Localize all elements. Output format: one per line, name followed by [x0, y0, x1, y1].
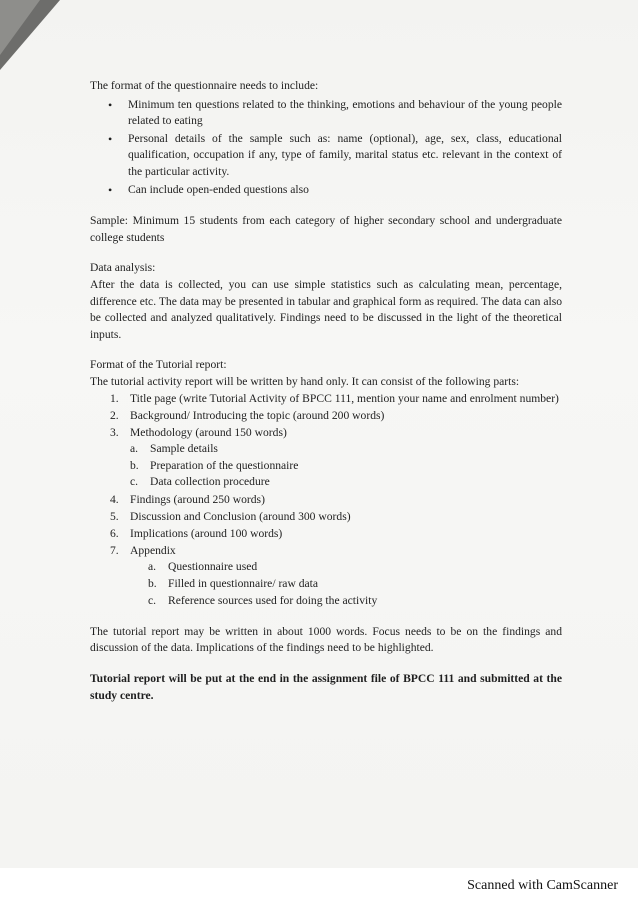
submission-note: Tutorial report will be put at the end in the assignment file of BPCC 111 and submitted at the study centre.: [90, 671, 562, 702]
sub-item: b. Filled in questionnaire/ raw data: [148, 577, 319, 591]
document-body: [90, 78, 562, 704]
questionnaire-format-intro: The format of the questionnaire needs to include:: [90, 79, 319, 92]
questionnaire-requirements-list: [90, 97, 562, 199]
methodology-sublist: [130, 441, 562, 491]
list-item: 1. Title page (write Tutorial Activity of BPCC 111, mention your name and enrolment number): [110, 391, 559, 405]
list-item: 6. Implications (around 100 words): [110, 526, 283, 540]
sample-paragraph: Sample: Minimum 15 students from each category of higher secondary school and undergraduate college students: [90, 214, 562, 244]
list-item: 3. Methodology (around 150 words) a. Sample details b. Preparation of the questionnaire c. Data collection procedure: [90, 425, 562, 491]
report-parts-list: [90, 391, 562, 610]
sub-item: c. Data collection procedure: [130, 475, 270, 489]
sub-item: c. Reference sources used for doing the activity: [148, 593, 378, 607]
report-format-heading: Format of the Tutorial report:: [90, 358, 227, 372]
list-item: 2. Background/ Introducing the topic (around 200 words): [110, 408, 385, 422]
closing-paragraph: The tutorial report may be written in about 1000 words. Focus needs to be on the findings and discussion of the data. Implications of the findings need to be highlighted.: [90, 624, 562, 655]
folded-corner-highlight: [0, 0, 40, 55]
list-item: 4. Findings (around 250 words): [110, 492, 265, 506]
bullet-item: • Minimum ten questions related to the thinking, emotions and behaviour of the young people related to eating: [128, 97, 562, 130]
sub-item: a. Questionnaire used: [148, 560, 258, 574]
list-item: 7. Appendix a. Questionnaire used b. Filled in questionnaire/ raw data c. Reference sources used for doing the activity: [90, 543, 562, 609]
bullet-item: • Can include open-ended questions also: [128, 182, 562, 199]
camscanner-watermark: Scanned with CamScanner: [467, 878, 618, 893]
sub-item: a. Sample details: [130, 442, 218, 456]
data-analysis-body: After the data is collected, you can use simple statistics such as calculating mean, percentage, difference etc. The data may be presented in tabular and graphical form as required. The data can also be collected and analyzed qualitatively. Findings need to be discussed in the light of the theoretical inputs.: [90, 277, 562, 341]
list-item: 5. Discussion and Conclusion (around 300 words): [110, 509, 351, 523]
appendix-sublist: [130, 559, 562, 609]
report-format-intro: The tutorial activity report will be written by hand only. It can consist of the following parts:: [90, 374, 520, 388]
sub-item: b. Preparation of the questionnaire: [130, 458, 299, 472]
bullet-item: • Personal details of the sample such as: name (optional), age, sex, class, educational qualification, occupation if any, type of family, marital status etc. relevant in the context of the particular activity.: [128, 131, 562, 181]
data-analysis-heading: Data analysis:: [90, 261, 156, 275]
